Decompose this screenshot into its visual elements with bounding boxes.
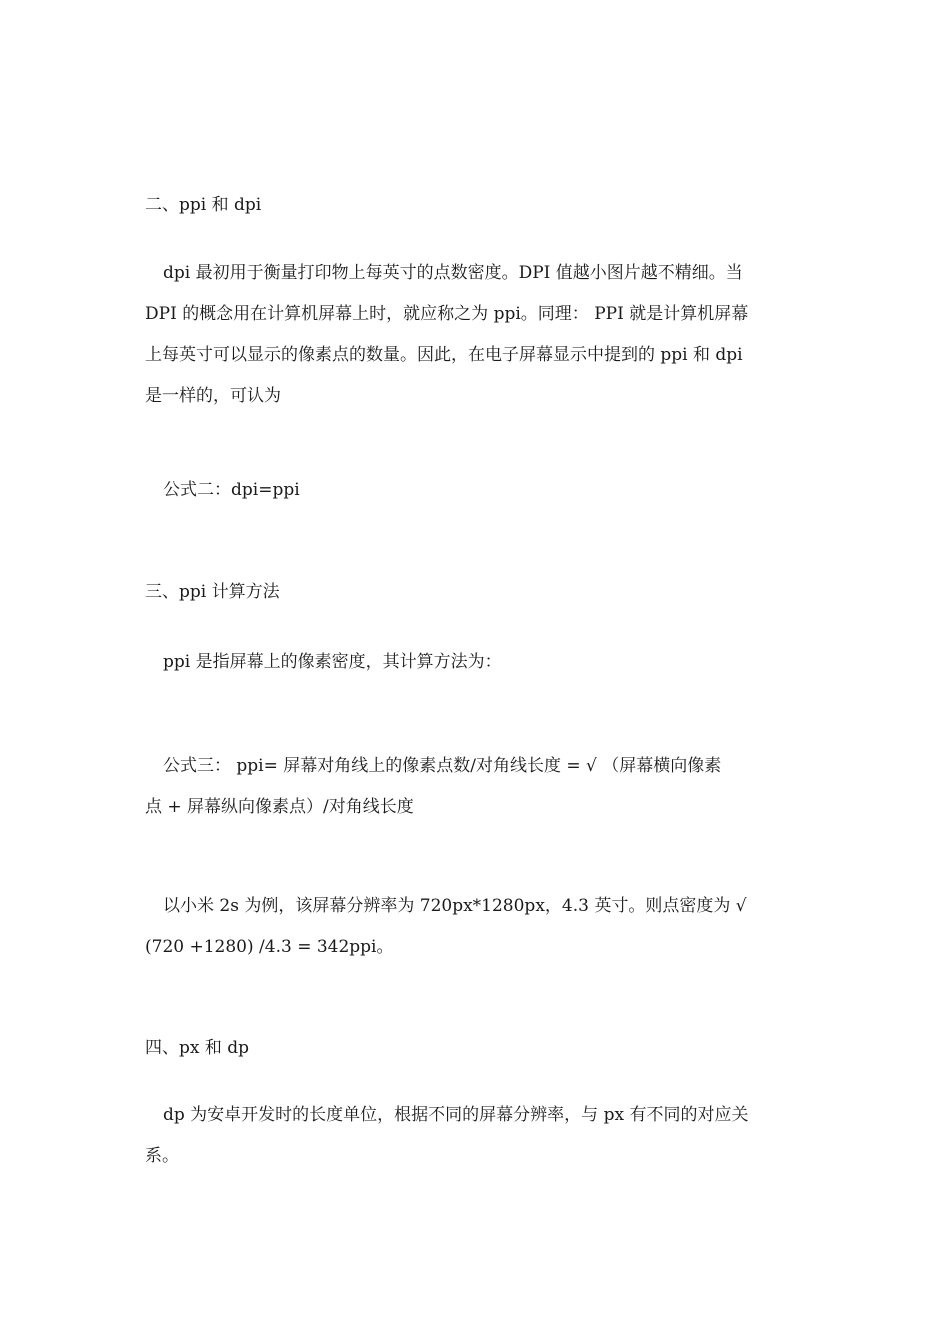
paragraph-line: 上每英寸可以显示的像素点的数量。因此，在电子屏幕显示中提到的 ppi 和 dpi [145,345,743,365]
heading-text: 三、ppi 计算方法 [145,582,280,602]
paragraph-line: 系。 [145,1146,179,1166]
paragraph-line: dpi 最初用于衡量打印物上每英寸的点数密度。DPI 值越小图片越不精细。当 [163,263,743,283]
heading-text: 二、ppi 和 dpi [145,195,262,215]
paragraph-ppi-calc [145,654,810,671]
paragraph-ppi-dpi [145,265,810,405]
heading-text: 四、px 和 dp [145,1038,250,1058]
paragraph-px-dp [145,1107,810,1165]
paragraph-line: ppi 是指屏幕上的像素密度，其计算方法为： [163,652,502,672]
paragraph-line: dp 为安卓开发时的长度单位，根据不同的屏幕分辨率，与 px 有不同的对应关 [163,1105,749,1125]
formula-line: 公式三： ppi= 屏幕对角线上的像素点数/对角线长度 = √ （屏幕横向像素 [163,756,722,776]
formula-line: 点 + 屏幕纵向像素点）/对角线长度 [145,797,414,817]
formula-three [145,758,810,816]
paragraph-line: DPI 的概念用在计算机屏幕上时，就应称之为 ppi。同理： PPI 就是计算机屏幕 [145,304,749,324]
formula-text: 公式二：dpi=ppi [163,480,300,500]
section-heading-ppi-calc [145,584,810,601]
formula-two [145,482,810,499]
section-heading-px-dp [145,1040,810,1057]
section-heading-ppi-dpi [145,197,810,214]
example-line: (720 +1280) /4.3 = 342ppi。 [145,937,394,957]
example-xiaomi [145,898,810,956]
paragraph-line: 是一样的，可认为 [145,386,281,406]
example-line: 以小米 2s 为例，该屏幕分辨率为 720px*1280px，4.3 英寸。则点密度为 √ [163,896,747,916]
